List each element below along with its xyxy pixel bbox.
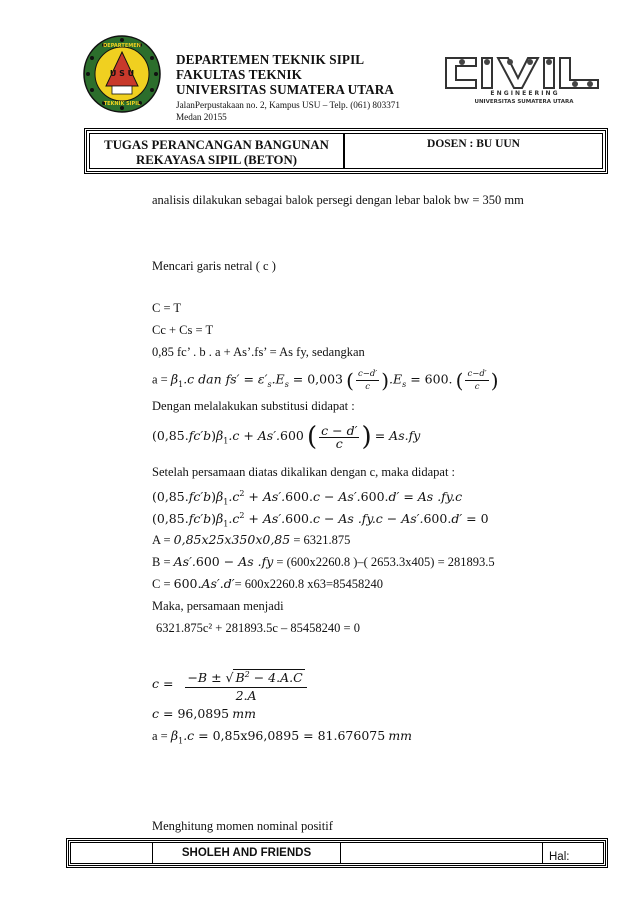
equation-substitution: $(0,85.fc'b)\beta_1.c + As'.600$ ( $\frac{c - d'}{c}$ ) = As.fy xyxy=(152,422,421,453)
quadratic-formula: c = $\frac{-B \pm √ B^2 - 4.A.C}{2.A}$ xyxy=(152,664,309,704)
section-heading-moment: Menghitung momen nominal positif xyxy=(152,819,333,833)
svg-text:E N G I N E E R I N G: E N G I N E E R I N G xyxy=(490,90,558,97)
letterhead xyxy=(176,52,436,123)
footer-authors-cell xyxy=(153,843,341,863)
coefficient-b: B = As′.600 − As .fy = (600x2260.8 )–( 2653.3x405) = 281893.5 xyxy=(152,554,495,569)
footer-cell-blank-2 xyxy=(341,843,543,863)
university-name: UNIVERSITAS SUMATERA UTARA xyxy=(176,82,395,97)
intro-text: analisis dilakukan sebagai balok persegi dengan lebar balok bw = 350 mm xyxy=(152,193,524,207)
therefore-text: Maka, persamaan menjadi xyxy=(152,599,284,613)
svg-text:U S U: U S U xyxy=(109,69,135,78)
address-line: JalanPerpustakaan no. 2, Kampus USU – Telp. (061) 803371 xyxy=(176,100,400,110)
substitution-text: Dengan melalakukan substitusi didapat : xyxy=(152,399,355,413)
footer-authors: SHOLEH AND FRIENDS xyxy=(181,847,312,859)
svg-text:TEKNIK SIPIL: TEKNIK SIPIL xyxy=(103,101,141,107)
equation-force-balance: 0,85 fc’ . b . a + As’.fs’ = As fy, sedangkan xyxy=(152,345,365,359)
svg-text:DEPARTEMEN: DEPARTEMEN xyxy=(103,43,141,49)
coefficient-a: A = 0,85x25x350x0,85 = 6321.875 xyxy=(152,532,351,547)
equation-cc-cs: Cc + Cs = T xyxy=(152,323,214,337)
footer-page-cell xyxy=(543,843,603,863)
footer-page-label: Hal: xyxy=(549,851,570,863)
multiplied-text: Setelah persamaan diatas dikalikan dengan c, maka didapat : xyxy=(152,465,456,479)
a-result: $a = \beta_1.c = 0,85x96,0895 = 81.676075$ mm xyxy=(152,728,413,746)
coefficient-c: C = 600.As′.d′= 600x2260.8 x63=85458240 xyxy=(152,576,384,591)
equation-expanded-2: $(0,85.fc'b)\beta_1.c^2 + As'.600.c - As$ .fy.c − As′.600.d′ = 0 xyxy=(152,511,489,529)
quadratic-equation: 6321.875c² + 281893.5c – 85458240 = 0 xyxy=(156,621,360,635)
department-name: DEPARTEMEN TEKNIK SIPIL xyxy=(176,52,365,67)
svg-text:CIVIL: CIVIL xyxy=(522,74,526,75)
lecturer-cell xyxy=(345,134,602,168)
footer-box xyxy=(66,838,608,868)
usu-logo-icon xyxy=(82,34,162,114)
c-result: c = 96,0895 mm xyxy=(152,706,256,721)
svg-text:UNIVERSITAS SUMATERA UTARA: UNIVERSITAS SUMATERA UTARA xyxy=(474,99,574,105)
lecturer-name: DOSEN : BU UUN xyxy=(427,138,520,150)
equation-expanded-1: $(0,85.fc'b)\beta_1.c^2 + As'.600.c - As'.600.d' = As$ .fy.c xyxy=(152,489,463,507)
section-heading-neutral-axis: Mencari garis netral ( c ) xyxy=(152,259,276,273)
civil-engineering-logo-icon xyxy=(440,48,608,106)
assignment-title: TUGAS PERANCANGAN BANGUNAN REKAYASA SIPIL (BETON) xyxy=(104,138,329,167)
equation-a-definition: $a = \beta_1.c$ dan $fs' = \varepsilon'_s.E_s = 0,003$ ( $\frac{c-d'}{c}$ )$.E_s = 600$. ( $\frac{c-d'}{c}$ ) xyxy=(152,368,499,393)
assignment-title-cell xyxy=(90,134,345,168)
address-city: Medan 20155 xyxy=(176,112,227,122)
footer-cell-blank-1 xyxy=(71,843,153,863)
equation-c-equals-t: C = T xyxy=(152,301,182,315)
assignment-header-box xyxy=(84,128,608,174)
faculty-name: FAKULTAS TEKNIK xyxy=(176,67,302,82)
